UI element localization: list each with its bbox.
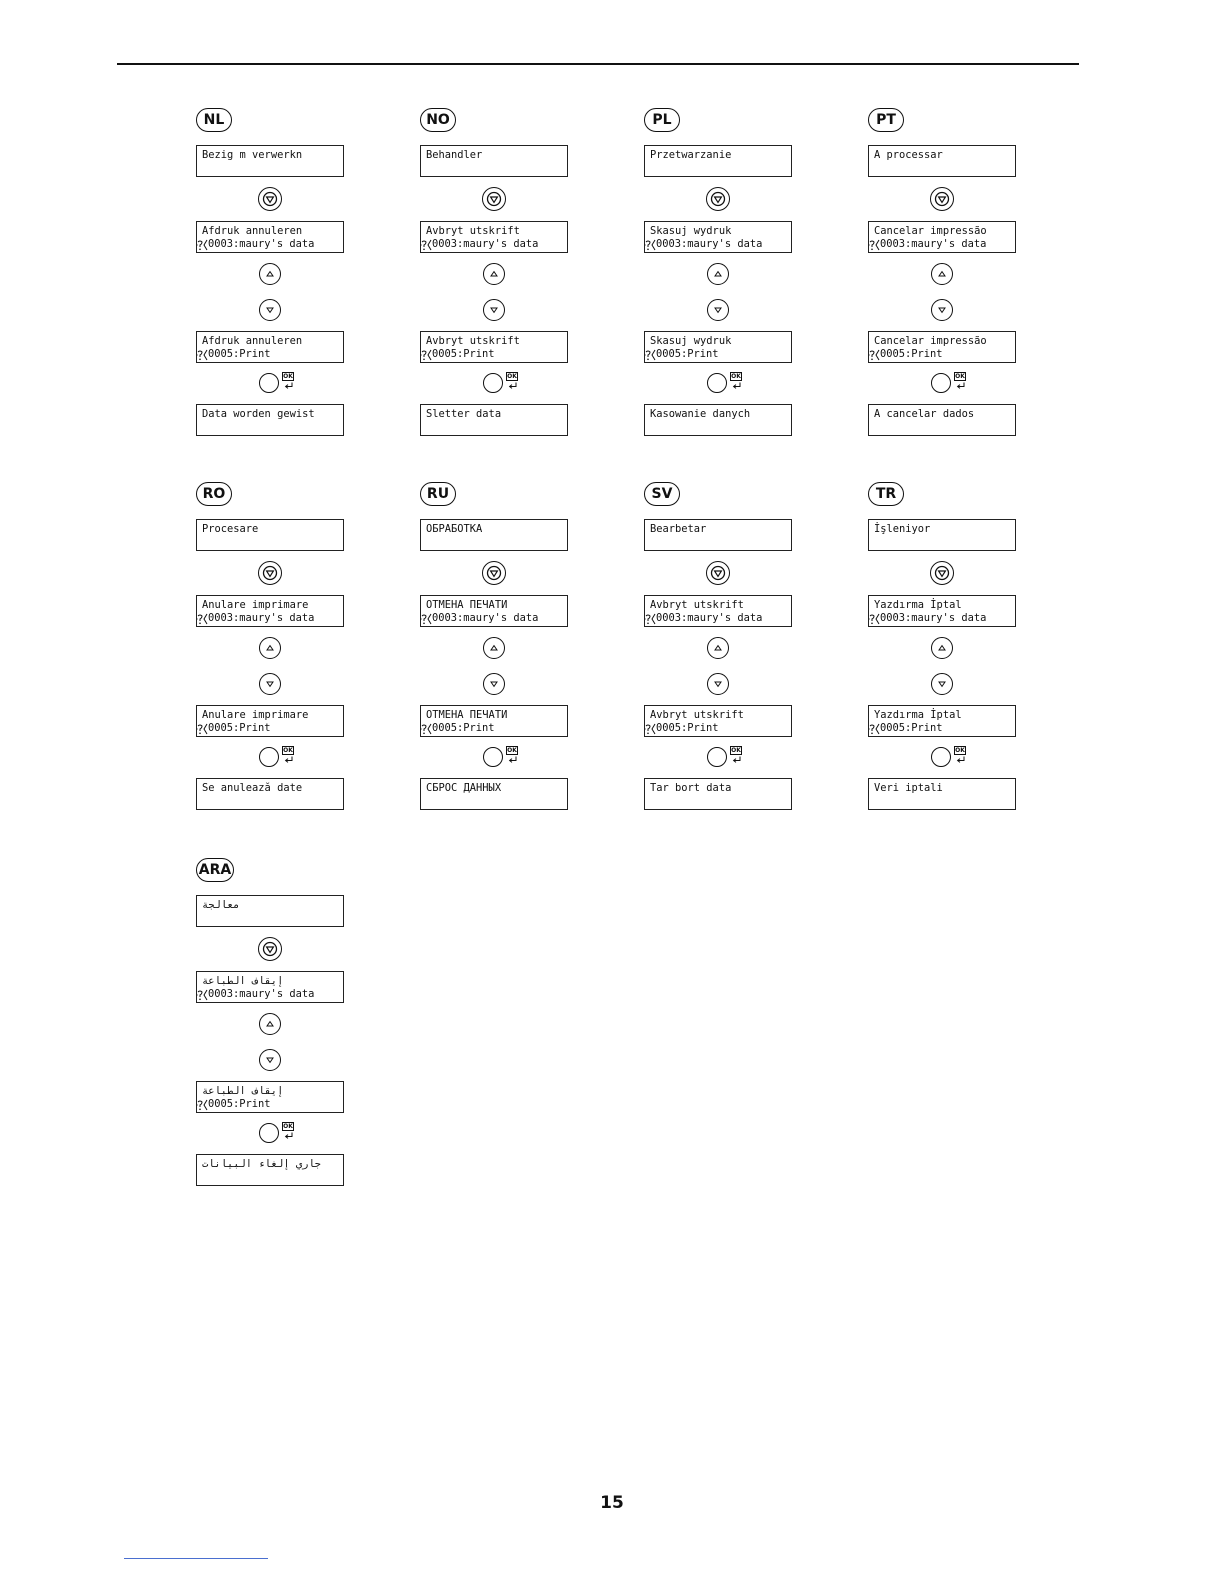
ok-label: OK (507, 373, 517, 380)
stop-button[interactable] (258, 187, 282, 211)
lcd-line (868, 238, 1015, 251)
job-entry: 0005:Print (208, 348, 271, 360)
blinking-cursor-icon (644, 723, 656, 735)
language-code: SV (651, 486, 673, 502)
lcd-line: Tar bort data (650, 782, 732, 794)
ok-circle (483, 747, 503, 767)
ok-circle (707, 747, 727, 767)
language-code: NO (426, 112, 450, 128)
ok-circle (931, 747, 951, 767)
ok-circle (259, 747, 279, 767)
language-code: PL (652, 112, 672, 128)
up-arrow-button[interactable] (259, 1013, 281, 1035)
ok-label: OK (283, 747, 293, 754)
ok-label: OK (731, 747, 741, 754)
language-column-pl (644, 108, 804, 438)
ok-circle (259, 373, 279, 393)
lcd-clearing (644, 778, 792, 810)
lcd-processing (420, 519, 568, 551)
down-arrow-button[interactable] (259, 1049, 281, 1071)
blinking-cursor-icon (196, 1099, 208, 1111)
lcd-line: A cancelar dados (874, 408, 975, 420)
lcd-line (868, 722, 1015, 735)
lcd-cancel-job2 (644, 705, 792, 737)
job-entry: 0005:Print (432, 348, 495, 360)
ok-label: OK (731, 373, 741, 380)
blinking-cursor-icon (868, 613, 880, 625)
lcd-line: Przetwarzanie (650, 149, 732, 161)
lcd-line: ОТМЕНА ПЕЧАТИ (426, 709, 508, 721)
ok-circle (707, 373, 727, 393)
lcd-clearing (420, 404, 568, 436)
lcd-clearing (196, 404, 344, 436)
lcd-cancel-job2 (868, 705, 1016, 737)
lcd-line: إيقاف الطباعة (202, 975, 284, 987)
lcd-cancel-job2 (644, 331, 792, 363)
lcd-processing (196, 519, 344, 551)
lcd-line: Se anulează date (202, 782, 303, 794)
down-arrow-button[interactable] (707, 299, 729, 321)
up-arrow-button[interactable] (259, 263, 281, 285)
language-badge (868, 108, 904, 132)
ok-label: OK (507, 747, 517, 754)
job-entry: 0003:maury's data (432, 238, 539, 250)
stop-button[interactable] (930, 561, 954, 585)
lcd-line (196, 988, 343, 1001)
lcd-line: Yazdırma İptal (874, 599, 962, 611)
ok-button[interactable] (259, 1122, 299, 1144)
lcd-cancel-job1 (868, 221, 1016, 253)
job-entry: 0003:maury's data (432, 612, 539, 624)
language-badge (420, 108, 456, 132)
language-badge (644, 108, 680, 132)
job-entry: 0003:maury's data (656, 238, 763, 250)
lcd-cancel-job2 (196, 331, 344, 363)
language-column-ro (196, 482, 356, 812)
lcd-cancel-job1 (868, 595, 1016, 627)
ok-label: OK (283, 373, 293, 380)
job-entry: 0005:Print (880, 348, 943, 360)
up-arrow-button[interactable] (931, 263, 953, 285)
lcd-cancel-job1 (644, 595, 792, 627)
lcd-line (644, 348, 791, 361)
lcd-line: ОБРАБОТКА (426, 523, 483, 535)
bottom-link-line (124, 1558, 268, 1559)
language-badge (196, 108, 232, 132)
lcd-line: Avbryt utskrift (650, 599, 744, 611)
up-arrow-button[interactable] (931, 637, 953, 659)
lcd-clearing (868, 778, 1016, 810)
lcd-line: Kasowanie danych (650, 408, 751, 420)
ok-circle (483, 373, 503, 393)
blinking-cursor-icon (420, 239, 432, 251)
lcd-line: معالجة (202, 899, 240, 911)
job-entry: 0005:Print (656, 722, 719, 734)
lcd-line: Anulare imprimare (202, 709, 309, 721)
ok-button[interactable] (707, 746, 747, 768)
lcd-line: Data worden gewist (202, 408, 315, 420)
language-code: ARA (198, 862, 232, 878)
language-code: NL (203, 112, 225, 128)
lcd-line (196, 238, 343, 251)
language-column-no (420, 108, 580, 438)
ok-button[interactable] (707, 372, 747, 394)
up-arrow-button[interactable] (707, 263, 729, 285)
lcd-clearing (196, 1154, 344, 1186)
lcd-line: Cancelar impressão (874, 335, 987, 347)
language-column-nl (196, 108, 356, 438)
lcd-line (868, 612, 1015, 625)
ok-label: OK (955, 373, 965, 380)
lcd-line (644, 238, 791, 251)
down-arrow-button[interactable] (707, 673, 729, 695)
lcd-line: Behandler (426, 149, 483, 161)
stop-button[interactable] (482, 561, 506, 585)
lcd-line: Afdruk annuleren (202, 335, 303, 347)
lcd-processing (644, 519, 792, 551)
blinking-cursor-icon (868, 723, 880, 735)
lcd-cancel-job1 (644, 221, 792, 253)
down-arrow-button[interactable] (931, 673, 953, 695)
lcd-line (420, 612, 567, 625)
lcd-line (196, 612, 343, 625)
lcd-line: Skasuj wydruk (650, 225, 732, 237)
up-arrow-button[interactable] (483, 263, 505, 285)
lcd-line (420, 722, 567, 735)
lcd-line: Avbryt utskrift (426, 225, 520, 237)
lcd-line: Anulare imprimare (202, 599, 309, 611)
lcd-cancel-job2 (196, 705, 344, 737)
ok-button[interactable] (483, 746, 523, 768)
lcd-line: Procesare (202, 523, 259, 535)
lcd-line: Avbryt utskrift (426, 335, 520, 347)
blinking-cursor-icon (420, 723, 432, 735)
stop-button[interactable] (930, 187, 954, 211)
stop-button[interactable] (258, 937, 282, 961)
lcd-cancel-job1 (196, 971, 344, 1003)
up-arrow-button[interactable] (483, 637, 505, 659)
down-arrow-button[interactable] (259, 299, 281, 321)
lcd-line: Bearbetar (650, 523, 707, 535)
ok-circle (931, 373, 951, 393)
lcd-line: Afdruk annuleren (202, 225, 303, 237)
blinking-cursor-icon (420, 349, 432, 361)
lcd-cancel-job1 (196, 221, 344, 253)
blinking-cursor-icon (196, 349, 208, 361)
page-number: 15 (600, 1493, 624, 1513)
lcd-cancel-job2 (420, 331, 568, 363)
ok-circle (259, 1123, 279, 1143)
language-badge (196, 482, 232, 506)
blinking-cursor-icon (196, 723, 208, 735)
language-code: PT (876, 112, 896, 128)
blinking-cursor-icon (644, 613, 656, 625)
lcd-line (196, 722, 343, 735)
lcd-line: جاري إلغاء البيانات (202, 1158, 321, 1170)
lcd-line: Avbryt utskrift (650, 709, 744, 721)
job-entry: 0005:Print (656, 348, 719, 360)
lcd-cancel-job2 (420, 705, 568, 737)
language-column-sv (644, 482, 804, 812)
lcd-processing (196, 895, 344, 927)
lcd-cancel-job1 (420, 595, 568, 627)
up-arrow-button[interactable] (259, 637, 281, 659)
lcd-line (420, 238, 567, 251)
language-column-pt (868, 108, 1028, 438)
ok-button[interactable] (483, 372, 523, 394)
blinking-cursor-icon (868, 349, 880, 361)
language-code: RU (426, 486, 450, 502)
top-rule (117, 63, 1079, 65)
blinking-cursor-icon (196, 613, 208, 625)
down-arrow-button[interactable] (483, 299, 505, 321)
lcd-line: Veri iptali (874, 782, 943, 794)
language-code: TR (875, 486, 897, 502)
lcd-line (420, 348, 567, 361)
lcd-clearing (644, 404, 792, 436)
lcd-line: إيقاف الطباعة (202, 1085, 284, 1097)
language-column-ara (196, 858, 356, 1188)
ok-label: OK (955, 747, 965, 754)
lcd-line: A processar (874, 149, 943, 161)
lcd-processing (644, 145, 792, 177)
ok-button[interactable] (931, 746, 971, 768)
lcd-cancel-job1 (196, 595, 344, 627)
job-entry: 0005:Print (208, 1098, 271, 1110)
job-entry: 0003:maury's data (880, 612, 987, 624)
blinking-cursor-icon (420, 613, 432, 625)
job-entry: 0005:Print (432, 722, 495, 734)
lcd-line: İşleniyor (874, 523, 931, 535)
lcd-clearing (196, 778, 344, 810)
lcd-line (196, 1098, 343, 1111)
lcd-processing (868, 145, 1016, 177)
lcd-line (868, 348, 1015, 361)
stop-button[interactable] (706, 187, 730, 211)
lcd-line: ОТМЕНА ПЕЧАТИ (426, 599, 508, 611)
lcd-line (196, 348, 343, 361)
ok-button[interactable] (259, 372, 299, 394)
ok-label: OK (283, 1123, 293, 1130)
lcd-processing (196, 145, 344, 177)
language-badge (644, 482, 680, 506)
lcd-line: СБРОС ДАННЫХ (426, 782, 502, 794)
lcd-clearing (868, 404, 1016, 436)
ok-button[interactable] (259, 746, 299, 768)
job-entry: 0003:maury's data (880, 238, 987, 250)
language-badge (420, 482, 456, 506)
lcd-cancel-job2 (196, 1081, 344, 1113)
down-arrow-button[interactable] (931, 299, 953, 321)
lcd-line (644, 612, 791, 625)
language-badge (196, 858, 234, 882)
lcd-line: Yazdırma İptal (874, 709, 962, 721)
blinking-cursor-icon (868, 239, 880, 251)
job-entry: 0005:Print (880, 722, 943, 734)
blinking-cursor-icon (196, 239, 208, 251)
ok-button[interactable] (931, 372, 971, 394)
lcd-cancel-job2 (868, 331, 1016, 363)
language-badge (868, 482, 904, 506)
blinking-cursor-icon (644, 349, 656, 361)
down-arrow-button[interactable] (259, 673, 281, 695)
lcd-line: Skasuj wydruk (650, 335, 732, 347)
lcd-processing (868, 519, 1016, 551)
down-arrow-button[interactable] (483, 673, 505, 695)
lcd-line: Bezig m verwerkn (202, 149, 303, 161)
job-entry: 0003:maury's data (208, 988, 315, 1000)
stop-button[interactable] (706, 561, 730, 585)
blinking-cursor-icon (644, 239, 656, 251)
lcd-line (644, 722, 791, 735)
language-column-ru (420, 482, 580, 812)
lcd-line: Cancelar impressão (874, 225, 987, 237)
job-entry: 0003:maury's data (208, 612, 315, 624)
language-column-tr (868, 482, 1028, 812)
job-entry: 0003:maury's data (208, 238, 315, 250)
language-code: RO (202, 486, 226, 502)
lcd-cancel-job1 (420, 221, 568, 253)
lcd-line: Sletter data (426, 408, 502, 420)
blinking-cursor-icon (196, 989, 208, 1001)
lcd-processing (420, 145, 568, 177)
job-entry: 0005:Print (208, 722, 271, 734)
job-entry: 0003:maury's data (656, 612, 763, 624)
lcd-clearing (420, 778, 568, 810)
stop-button[interactable] (482, 187, 506, 211)
stop-button[interactable] (258, 561, 282, 585)
up-arrow-button[interactable] (707, 637, 729, 659)
